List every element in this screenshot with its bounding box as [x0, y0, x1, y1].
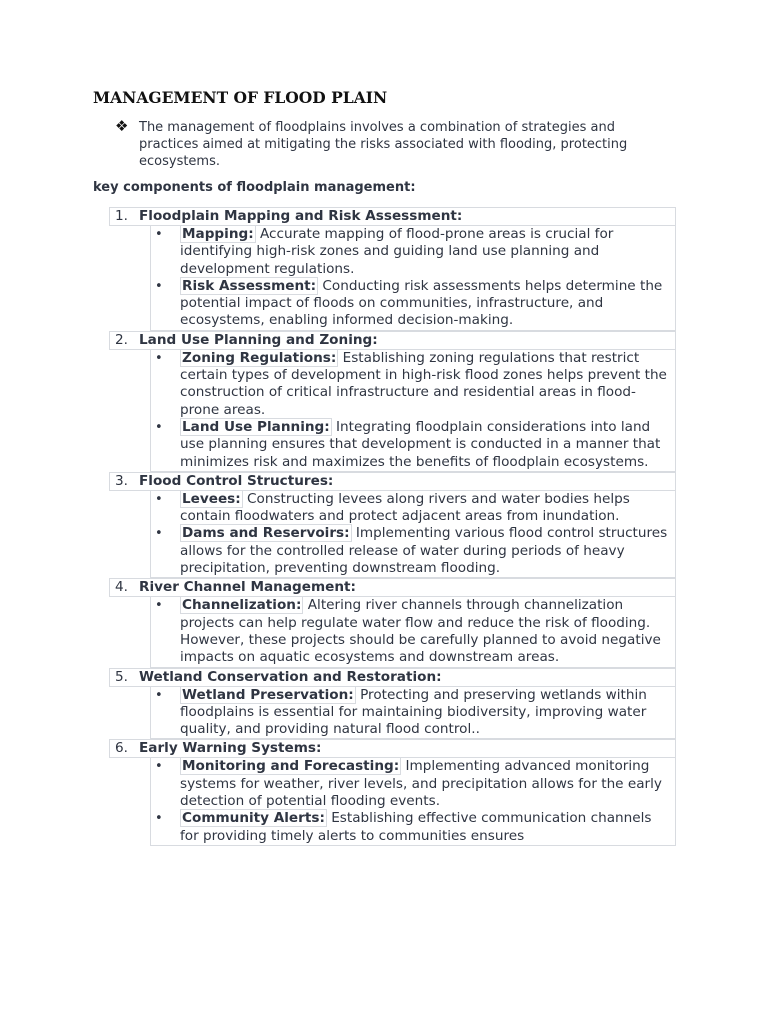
diamond-bullet-icon: ❖ — [115, 117, 129, 135]
components-list — [109, 207, 676, 846]
sub-item-text: Conducting risk assessments helps determine the potential impact of floods on communities, infrastructure, and ecosystems, enabling informed decision-making. — [180, 277, 663, 329]
list-item-number: 4. — [115, 579, 128, 596]
bullet-icon: • — [155, 350, 163, 366]
sub-item-text: Protecting and preserving wetlands within floodplains is essential for maintaining biodiversity, improving water quality, and providing natural flood control.. — [180, 686, 647, 738]
sub-list — [150, 350, 676, 472]
list-item — [109, 668, 676, 740]
intro-text: The management of floodplains involves a combination of strategies and practices aimed at mitigating the risks associated with flooding, protecting ecosystems. — [139, 120, 628, 169]
sub-item-text: Implementing various flood control structures allows for the controlled release of water during periods of heavy precipitation, preventing downstream flooding. — [180, 525, 668, 577]
list-item-title: River Channel Management: — [139, 579, 356, 596]
bullet-icon: • — [155, 687, 163, 703]
list-item-title: Wetland Conservation and Restoration: — [139, 668, 442, 685]
list-item-title: Flood Control Structures: — [139, 472, 334, 489]
page-title: MANAGEMENT OF FLOOD PLAIN — [93, 88, 388, 107]
list-item-number: 6. — [115, 740, 128, 757]
bullet-icon: • — [155, 598, 163, 614]
list-item-number: 3. — [115, 472, 128, 489]
sub-list — [150, 758, 676, 845]
sub-item-text: Establishing effective communication channels for providing timely alerts to communities ensures — [180, 810, 652, 844]
bullet-icon: • — [155, 278, 163, 294]
sub-list — [150, 491, 676, 578]
bullet-icon: • — [155, 811, 163, 827]
sub-item-text: Altering river channels through channelization projects can help regulate water flow and reduce the risk of flooding. However, these projects should be carefully planned to avoid negative impacts on aquatic ecosystems and downstream areas. — [180, 597, 661, 666]
sub-item-label: Land Use Planning: — [182, 418, 330, 435]
list-item-heading — [109, 668, 676, 687]
list-item-heading — [109, 739, 676, 758]
sub-item — [155, 810, 673, 845]
bullet-icon: • — [155, 227, 163, 242]
sub-item-text: Constructing levees along rivers and water bodies helps contain floodwaters and protect adjacent areas from inundation. — [180, 490, 630, 525]
list-item-number: 1. — [115, 208, 128, 224]
list-item-heading — [109, 207, 676, 226]
list-item-heading — [109, 578, 676, 597]
sub-list — [150, 226, 676, 331]
list-item-number: 2. — [115, 331, 128, 348]
sub-list — [150, 687, 676, 740]
list-item-heading — [109, 331, 676, 350]
sub-item-text: Establishing zoning regulations that restrict certain types of development in high-risk flood zones helps prevent the construction of critical infrastructure and residential areas in flood-prone areas. — [180, 349, 667, 418]
list-item-number: 5. — [115, 668, 128, 685]
bullet-icon: • — [155, 491, 163, 507]
list-item — [109, 578, 676, 667]
sub-item — [155, 277, 673, 330]
sub-item-label: Wetland Preservation: — [182, 686, 354, 703]
sub-item-label: Community Alerts: — [182, 810, 325, 827]
sub-item-label: Mapping: — [182, 226, 254, 242]
sub-item — [155, 686, 673, 739]
sub-item — [155, 597, 673, 666]
list-item — [109, 472, 676, 578]
section-subheading: key components of floodplain management: — [93, 180, 416, 195]
sub-item — [155, 758, 673, 810]
sub-item — [155, 349, 673, 419]
list-item-heading — [109, 472, 676, 491]
sub-item — [155, 418, 673, 471]
sub-item-label: Dams and Reservoirs: — [182, 525, 350, 542]
sub-item-label: Monitoring and Forecasting: — [182, 758, 400, 775]
list-item-title: Floodplain Mapping and Risk Assessment: — [139, 208, 463, 224]
intro-paragraph — [115, 119, 675, 170]
list-item — [109, 331, 676, 472]
sub-item-text: Accurate mapping of flood-prone areas is crucial for identifying high-risk zones and guiding land use planning and development regulations. — [180, 226, 614, 277]
bullet-icon: • — [155, 759, 163, 775]
list-item — [109, 207, 676, 331]
sub-item — [155, 525, 673, 577]
list-item-title: Land Use Planning and Zoning: — [139, 331, 378, 348]
sub-item — [155, 226, 673, 278]
bullet-icon: • — [155, 526, 163, 542]
sub-item-label: Levees: — [182, 490, 241, 507]
sub-item-label: Risk Assessment: — [182, 277, 317, 294]
sub-item-label: Channelization: — [182, 597, 302, 614]
sub-item-text: Implementing advanced monitoring systems for weather, river levels, and precipitation allows for the early detection of potential flooding events. — [180, 758, 662, 810]
sub-item-text: Integrating floodplain considerations into land use planning ensures that development is conducted in a manner that minimizes risk and maximizes the benefits of floodplain ecosystems. — [180, 418, 661, 470]
list-item-title: Early Warning Systems: — [139, 740, 322, 757]
bullet-icon: • — [155, 419, 163, 435]
list-item — [109, 739, 676, 845]
sub-item — [155, 490, 673, 526]
sub-item-label: Zoning Regulations: — [182, 349, 337, 366]
sub-list — [150, 597, 676, 667]
